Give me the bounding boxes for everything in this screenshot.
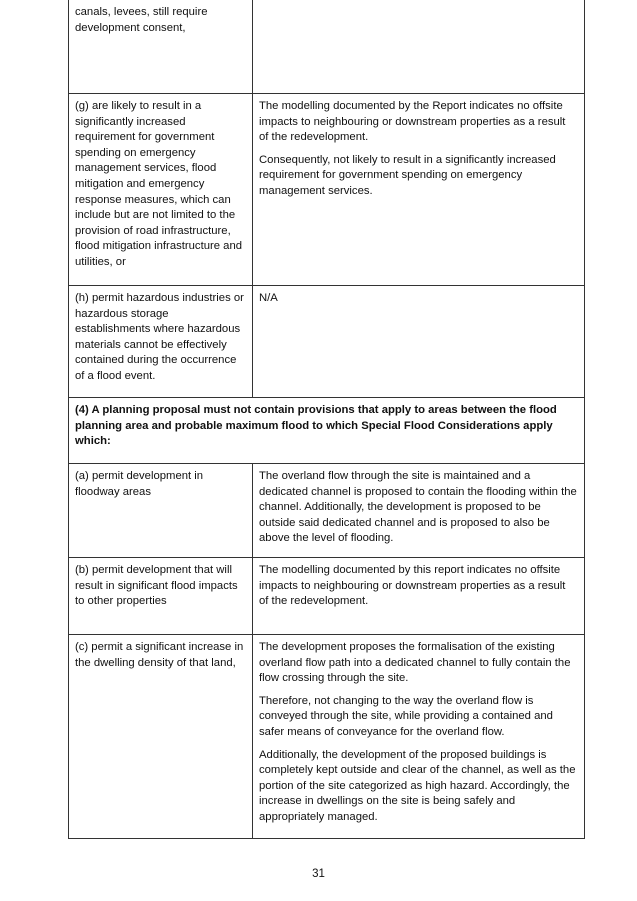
table-row <box>69 398 585 464</box>
response-cell <box>253 94 585 286</box>
response-paragraph: The development proposes the formalisation of the existing overland flow path into a dedicated channel to fully contain the flow crossing through the site. <box>259 641 571 685</box>
table-row <box>69 464 585 558</box>
criterion-cell: (a) permit development in floodway areas <box>69 464 253 558</box>
table-row <box>69 0 585 94</box>
table-row <box>69 635 585 839</box>
section-heading: (4) A planning proposal must not contain provisions that apply to areas between the flood planning area and probable maximum flood to which Special Flood Considerations apply which: <box>69 398 585 464</box>
table-row <box>69 558 585 635</box>
criterion-cell: (g) are likely to result in a significantly increased requirement for government spending on emergency management services, flood mitigation and emergency response measures, which can include but are not limited to the provision of road infrastructure, flood mitigation infrastructure and utilities, or <box>69 94 253 286</box>
response-paragraph: N/A <box>259 292 278 304</box>
response-cell <box>253 0 585 94</box>
criterion-cell: canals, levees, still require development consent, <box>69 0 253 94</box>
response-cell <box>253 635 585 839</box>
table-row <box>69 94 585 286</box>
table-row <box>69 286 585 398</box>
criterion-cell: (h) permit hazardous industries or hazardous storage establishments where hazardous materials cannot be effectively contained during the occurrence of a flood event. <box>69 286 253 398</box>
response-paragraph: The overland flow through the site is maintained and a dedicated channel is proposed to contain the flooding within the channel. Additionally, the development is proposed to be outside said dedicated channel and is proposed to also be above the level of flooding. <box>259 470 577 545</box>
response-cell <box>253 286 585 398</box>
response-cell <box>253 558 585 635</box>
response-paragraph: Additionally, the development of the proposed buildings is completely kept outside and clear of the channel, as well as the portion of the site categorized as high hazard. Accordingly, the increase in dwellings on the site is being safely and appropriately managed. <box>259 748 576 823</box>
document-table <box>68 0 585 839</box>
response-cell <box>253 464 585 558</box>
response-paragraph: Consequently, not likely to result in a significantly increased requirement for government spending on emergency management services. <box>259 153 556 197</box>
criterion-cell: (b) permit development that will result in significant flood impacts to other properties <box>69 558 253 635</box>
response-paragraph: The modelling documented by this report indicates no offsite impacts to neighbouring or downstream properties as a result of the redevelopment. <box>259 564 566 608</box>
response-paragraph: The modelling documented by the Report indicates no offsite impacts to neighbouring or downstream properties as a result of the redevelopment. <box>259 100 566 144</box>
response-paragraph: Therefore, not changing to the way the overland flow is conveyed through the site, while providing a contained and safer means of conveyance for the overland flow. <box>259 694 553 738</box>
page-number: 31 <box>312 868 325 880</box>
criterion-cell: (c) permit a significant increase in the dwelling density of that land, <box>69 635 253 839</box>
